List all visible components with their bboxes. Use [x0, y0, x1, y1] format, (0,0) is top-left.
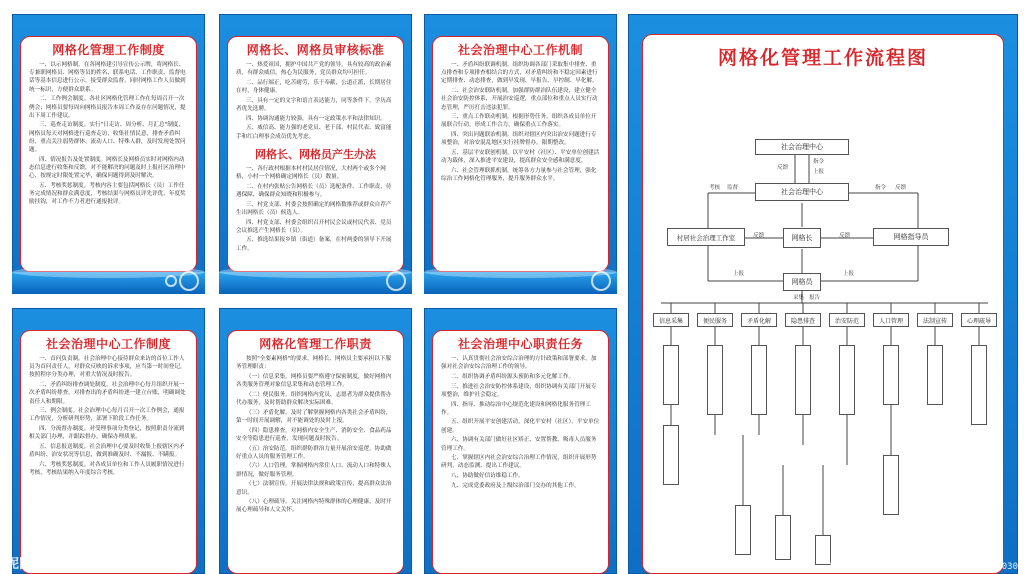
board-grid-criteria: [219, 14, 412, 294]
label-assess: 考核: [709, 185, 721, 191]
paragraph: 四、村党支部、村委会组织召开村民会议或村民代表、党员会议推选产生网格长（员）。: [236, 219, 392, 234]
paragraph: 二、在村内张贴公告网格长（员）选配条件、工作职责、待遇保障，确保群众知晓和积极参与。: [236, 183, 392, 198]
paragraph: 二、工作例会制度。各社区网格化管理工作在每周召开一次例会；网格员要每周向网格员报告本周工作及存在问题情况，提出下周工作建议。: [29, 96, 186, 119]
node-grid-guide: 网格指导员: [873, 228, 949, 246]
board-subtitle: 网格长、网格员产生办法: [255, 147, 376, 161]
paragraph: 一、首问负责制。社会治理中心接待群众来访的首位工作人员为首问责任人，对群众反映的诉求事项，应当第一时间登记，按照程序分类办理，对重大情况及时报告。: [29, 356, 186, 379]
sub-step: [775, 515, 791, 560]
paragraph: 一、各行政村根据本村村民居住情况，大村两个或多个网格，小村一个网格确定网格长（员）数量。: [236, 165, 386, 181]
board-title: 网格化管理工作职责: [259, 337, 372, 351]
sub-step: [663, 345, 679, 405]
watermark-logo: 昵图网: [6, 557, 46, 572]
sub-step: [707, 345, 723, 415]
paragraph: 五、考核奖惩制度。考核内容主要包括网格长（员）工作任务完成情况和群众满意度，考核结果与网格员评先评优、年度奖励挂钩，对工作不力者进行通报批评。: [29, 182, 186, 206]
paragraph: 四、协调沟通能力较强，具有一定政策水平和法律知识。: [246, 115, 386, 122]
label-supervise: 监督: [727, 185, 739, 191]
board-flowchart: [628, 14, 1018, 574]
node-village-studio: 村居社会治理工作室: [667, 228, 745, 246]
paragraph: 一、矛盾纠纷联调机制。组织协调各部门采取集中排查、重点排查和专项排查相结合的方式，对矛盾纠纷和不稳定因素进行定期排查、动态排查，做到早发现、早报告、早控制、早化解。: [441, 62, 598, 85]
paragraph: 七、掌握辖区内社会治安综合治理工作情况，组织开展形势研判，动态监测、提出工作建议。: [441, 455, 597, 470]
paragraph: 三、具有一定的文字和语言表达能力，同等条件下，学历高者优先选聘。: [236, 97, 392, 113]
sub-step: [795, 345, 811, 415]
board-body: [228, 61, 403, 141]
board-title: 社会治理中心工作制度: [45, 337, 171, 351]
paragraph: 一、认真贯彻社会治安综合治理的方针政策和部署要求，加强对社会治安综合治理工作的领导。: [441, 356, 597, 371]
board-panel: [227, 330, 404, 574]
wave-decoration: [219, 272, 412, 294]
flowchart-title: 网格化管理工作流程图: [717, 47, 928, 69]
sub-step: [927, 345, 943, 405]
board-body: [433, 61, 608, 183]
label-feedback: 反馈: [839, 233, 851, 239]
label-feedback: 反馈: [753, 233, 765, 239]
label-instruction: 指令: [875, 185, 887, 191]
task-population: 人口管理: [873, 313, 909, 327]
board-panel: [20, 330, 197, 574]
task-hazard: 隐患排查: [785, 313, 821, 327]
paragraph: （五）治安防范。组织群防群治力量开展治安巡逻，协助做好重点人员的服务管理工作。: [236, 445, 392, 460]
paragraph: 六、协调有关部门做好社区矫正、安置帮教、吸毒人员服务管理工作。: [441, 437, 597, 452]
sub-step: [735, 505, 751, 555]
node-center-mid: 社会治理中心: [755, 183, 849, 201]
board-title: 社会治理中心职责任务: [457, 337, 583, 351]
sub-step: [815, 535, 831, 565]
label-feedback: 反馈: [895, 185, 907, 191]
board-body: [433, 355, 608, 490]
board-panel: [432, 36, 609, 272]
paragraph: 四、指导、推动综治中心规范化建设和网格化服务管理工作。: [441, 401, 591, 416]
flowchart-panel: [642, 34, 1004, 574]
task-convenience: 便民服务: [697, 313, 733, 327]
node-center-top: 社会治理中心: [755, 139, 849, 155]
paragraph: （二）便民服务。组织网格内党员、志愿者为群众提供帮办代办服务，及时帮助群众解决实际困难。: [236, 391, 392, 407]
sub-step: [663, 425, 679, 485]
label-report-up: 上报: [843, 271, 855, 277]
board-title: 社会治理中心工作机制: [457, 43, 583, 57]
board-body-2: [228, 165, 403, 253]
task-info-collect: 信息采集: [653, 313, 689, 327]
paragraph: 二、矛盾纠纷排查调处制度。社会治理中心每月组织开展一次矛盾纠纷排查，对排查出的矛盾纠纷逐一建立台账，明确调处责任人和期限。: [29, 382, 186, 405]
paragraph: （四）隐患排查。对网格内安全生产、消防安全、食品药品安全等隐患进行巡查，发现问题及时报告。: [236, 427, 392, 442]
board-panel: [432, 330, 609, 574]
board-center-mechanism: [424, 14, 617, 294]
task-psychology: 心理疏导: [961, 313, 997, 327]
board-grid-duties: [219, 308, 412, 574]
sub-step: [839, 345, 855, 415]
paragraph: 五、信息报送制度。社会治理中心要及时收集上报辖区内矛盾纠纷、治安状况等信息，做到准确及时、不漏报、不瞒报。: [29, 444, 185, 459]
board-panel: [227, 36, 404, 272]
label-report2: 报告: [809, 295, 821, 301]
paragraph: 六、社会管理联抓机制。统筹各方力量参与社会管理，强化综治工作网格化管理服务，提升服务群众水平。: [441, 167, 597, 183]
label-report: 上报: [813, 169, 825, 175]
paragraph: 九、完成党委政府及上级综治部门交办的其他工作。: [451, 482, 580, 489]
task-law: 法制宣传: [917, 313, 953, 327]
label-report-up: 上报: [733, 271, 745, 277]
paragraph: 一、以示网格制。在各网格建引导宣传公示牌，将网格长、专兼职网格员、网格等员的姓名、联系电话、工作职责、监督电话等基本信息进行公示，接受群众监督。同时网格工作人员做到统一标识，方便群众联系。: [29, 62, 186, 93]
paragraph: 五、组织开展平安创建活动，深化平安村（社区）、平安单位创建。: [441, 419, 600, 434]
board-title: 网格长、网格员审核标准: [246, 43, 385, 57]
node-grid-leader: 网格长: [783, 228, 821, 248]
wave-decoration: [424, 272, 617, 294]
paragraph: 按照"全要素网格"的要求，网格长、网格员主要承担以下服务管理职责：: [236, 356, 391, 371]
board-body: [21, 61, 196, 206]
sub-step: [883, 455, 899, 515]
paragraph: （六）人口管理。掌握网格内常住人口、流动人口和特殊人群情况，做好服务管理。: [236, 463, 392, 478]
paragraph: 四、分流督办制度。对受理事项分类登记，按照职责分流到相关部门办理，并跟踪督办，确保办理质量。: [29, 426, 185, 441]
sub-step: [751, 345, 767, 415]
task-security: 治安防范: [829, 313, 865, 327]
paragraph: 六、考核奖惩制度。对各成员单位和工作人员履职情况进行考核，考核结果纳入年度综合考核。: [29, 461, 185, 477]
board-grid-system: [12, 14, 205, 294]
paragraph: （七）法制宣传。开展法律法规和政策宣传，提高群众法治意识。: [236, 481, 392, 496]
task-conflict: 矛盾化解: [741, 313, 777, 327]
node-grid-member: 网格员: [783, 273, 821, 291]
circle-decoration: [179, 271, 199, 291]
circle-decoration: [591, 271, 611, 291]
paragraph: 四、情况报告及处置制度。网格长及网格员实时对网格内动态信息进行收集和反馈，对不能解决的问题及时上报社区治理中心，按规定时限处置完毕，确保问题得到及时解决。: [29, 156, 186, 180]
board-center-system: [12, 308, 205, 574]
paragraph: 二、社会治安联防机制。加强群防群治队伍建设，建立健全社会治安防控体系，开展治安巡逻，重点部位和重点人员实行动态管理，严厉打击违法犯罪。: [441, 88, 598, 111]
board-center-duties: [424, 308, 617, 574]
paragraph: 四、突出问题联治机制。组织对辖区内突出治安问题进行专项整治，对治安混乱地区实行挂牌督办，限期整改。: [441, 132, 597, 147]
paragraph: 三、村党支部、村委会按照确定的网格数推荐或群众自荐产生出网格长（员）候选人。: [236, 201, 392, 216]
label-collect: 采集: [793, 295, 805, 301]
label-feedback: 反馈: [777, 165, 789, 171]
board-body: [228, 355, 403, 515]
paragraph: 三、重点工作联动机制。根据形势任务，组织各成员单位开展联合行动，形成工作合力，确保重点工作落实。: [441, 114, 597, 129]
sub-step: [883, 345, 899, 405]
board-title: 网格化管理工作制度: [52, 43, 165, 57]
paragraph: （一）信息采集。网格员要严格遵守保密制度，做好网格内各类服务管理对象信息采集和动态管理工作。: [236, 373, 392, 389]
circle-decoration: [386, 271, 406, 291]
paragraph: 三、巡查走访制度。实行"日走访、周分析、月汇总"制度，网格员每天对网格进行巡查走访，收集社情民意，排查矛盾纠纷，重点关注弱势群体、流动人口、特殊人群，及时发现处置问题。: [29, 122, 186, 154]
paragraph: （三）矛盾化解。及时了解掌握网格内各类社会矛盾纠纷，第一时间开展调解，对不能调处的及时上报。: [236, 409, 392, 424]
paragraph: （八）心理疏导。关注网格内特殊群体的心理健康，及时开展心理疏导和人文关怀。: [236, 499, 392, 514]
paragraph: 二、组织协调矛盾纠纷源头预防和多元化解工作。: [451, 373, 575, 380]
paragraph: 八、协助做好信访维稳工作。: [451, 473, 524, 480]
label-instruction: 指令: [813, 159, 825, 165]
paragraph: 二、品行端正，吃苦耐劳，乐于奉献，公道正派，长期居住在村，身体健康。: [236, 79, 392, 95]
watermark-id: ID:27444576 NO:20200812152728997030: [828, 562, 1018, 572]
paragraph: 五、推选结果报乡镇（街道）备案，在村两委的领导下开展工作。: [236, 237, 392, 252]
board-panel: [20, 36, 197, 272]
paragraph: 三、推进社会治安防控体系建设，组织协调有关部门开展专项整治，维护社会稳定。: [441, 383, 597, 398]
circle-decoration: [165, 275, 177, 287]
board-body: [21, 355, 196, 477]
paragraph: 一、热爱祖国，拥护中国共产党的领导，具有较高的政治素质，有群众威信，热心为民服务，党员群众均可担任。: [236, 62, 392, 77]
sub-step: [971, 345, 987, 425]
paragraph: 三、例会制度。社会治理中心每月召开一次工作例会，通报工作情况，分析研判形势，部署下阶段工作任务。: [29, 408, 185, 423]
paragraph: 五、基层平安联创机制。以平安村（社区）、平安单位创建活动为载体，深入推进平安建设，提高群众安全感和满意度。: [441, 150, 600, 165]
flowchart-connectors: [643, 35, 1004, 574]
paragraph: 五、威信高、能力强的老党员、老干部、村民代表、致富能手和红白理事会成员优先考虑。: [236, 125, 392, 140]
